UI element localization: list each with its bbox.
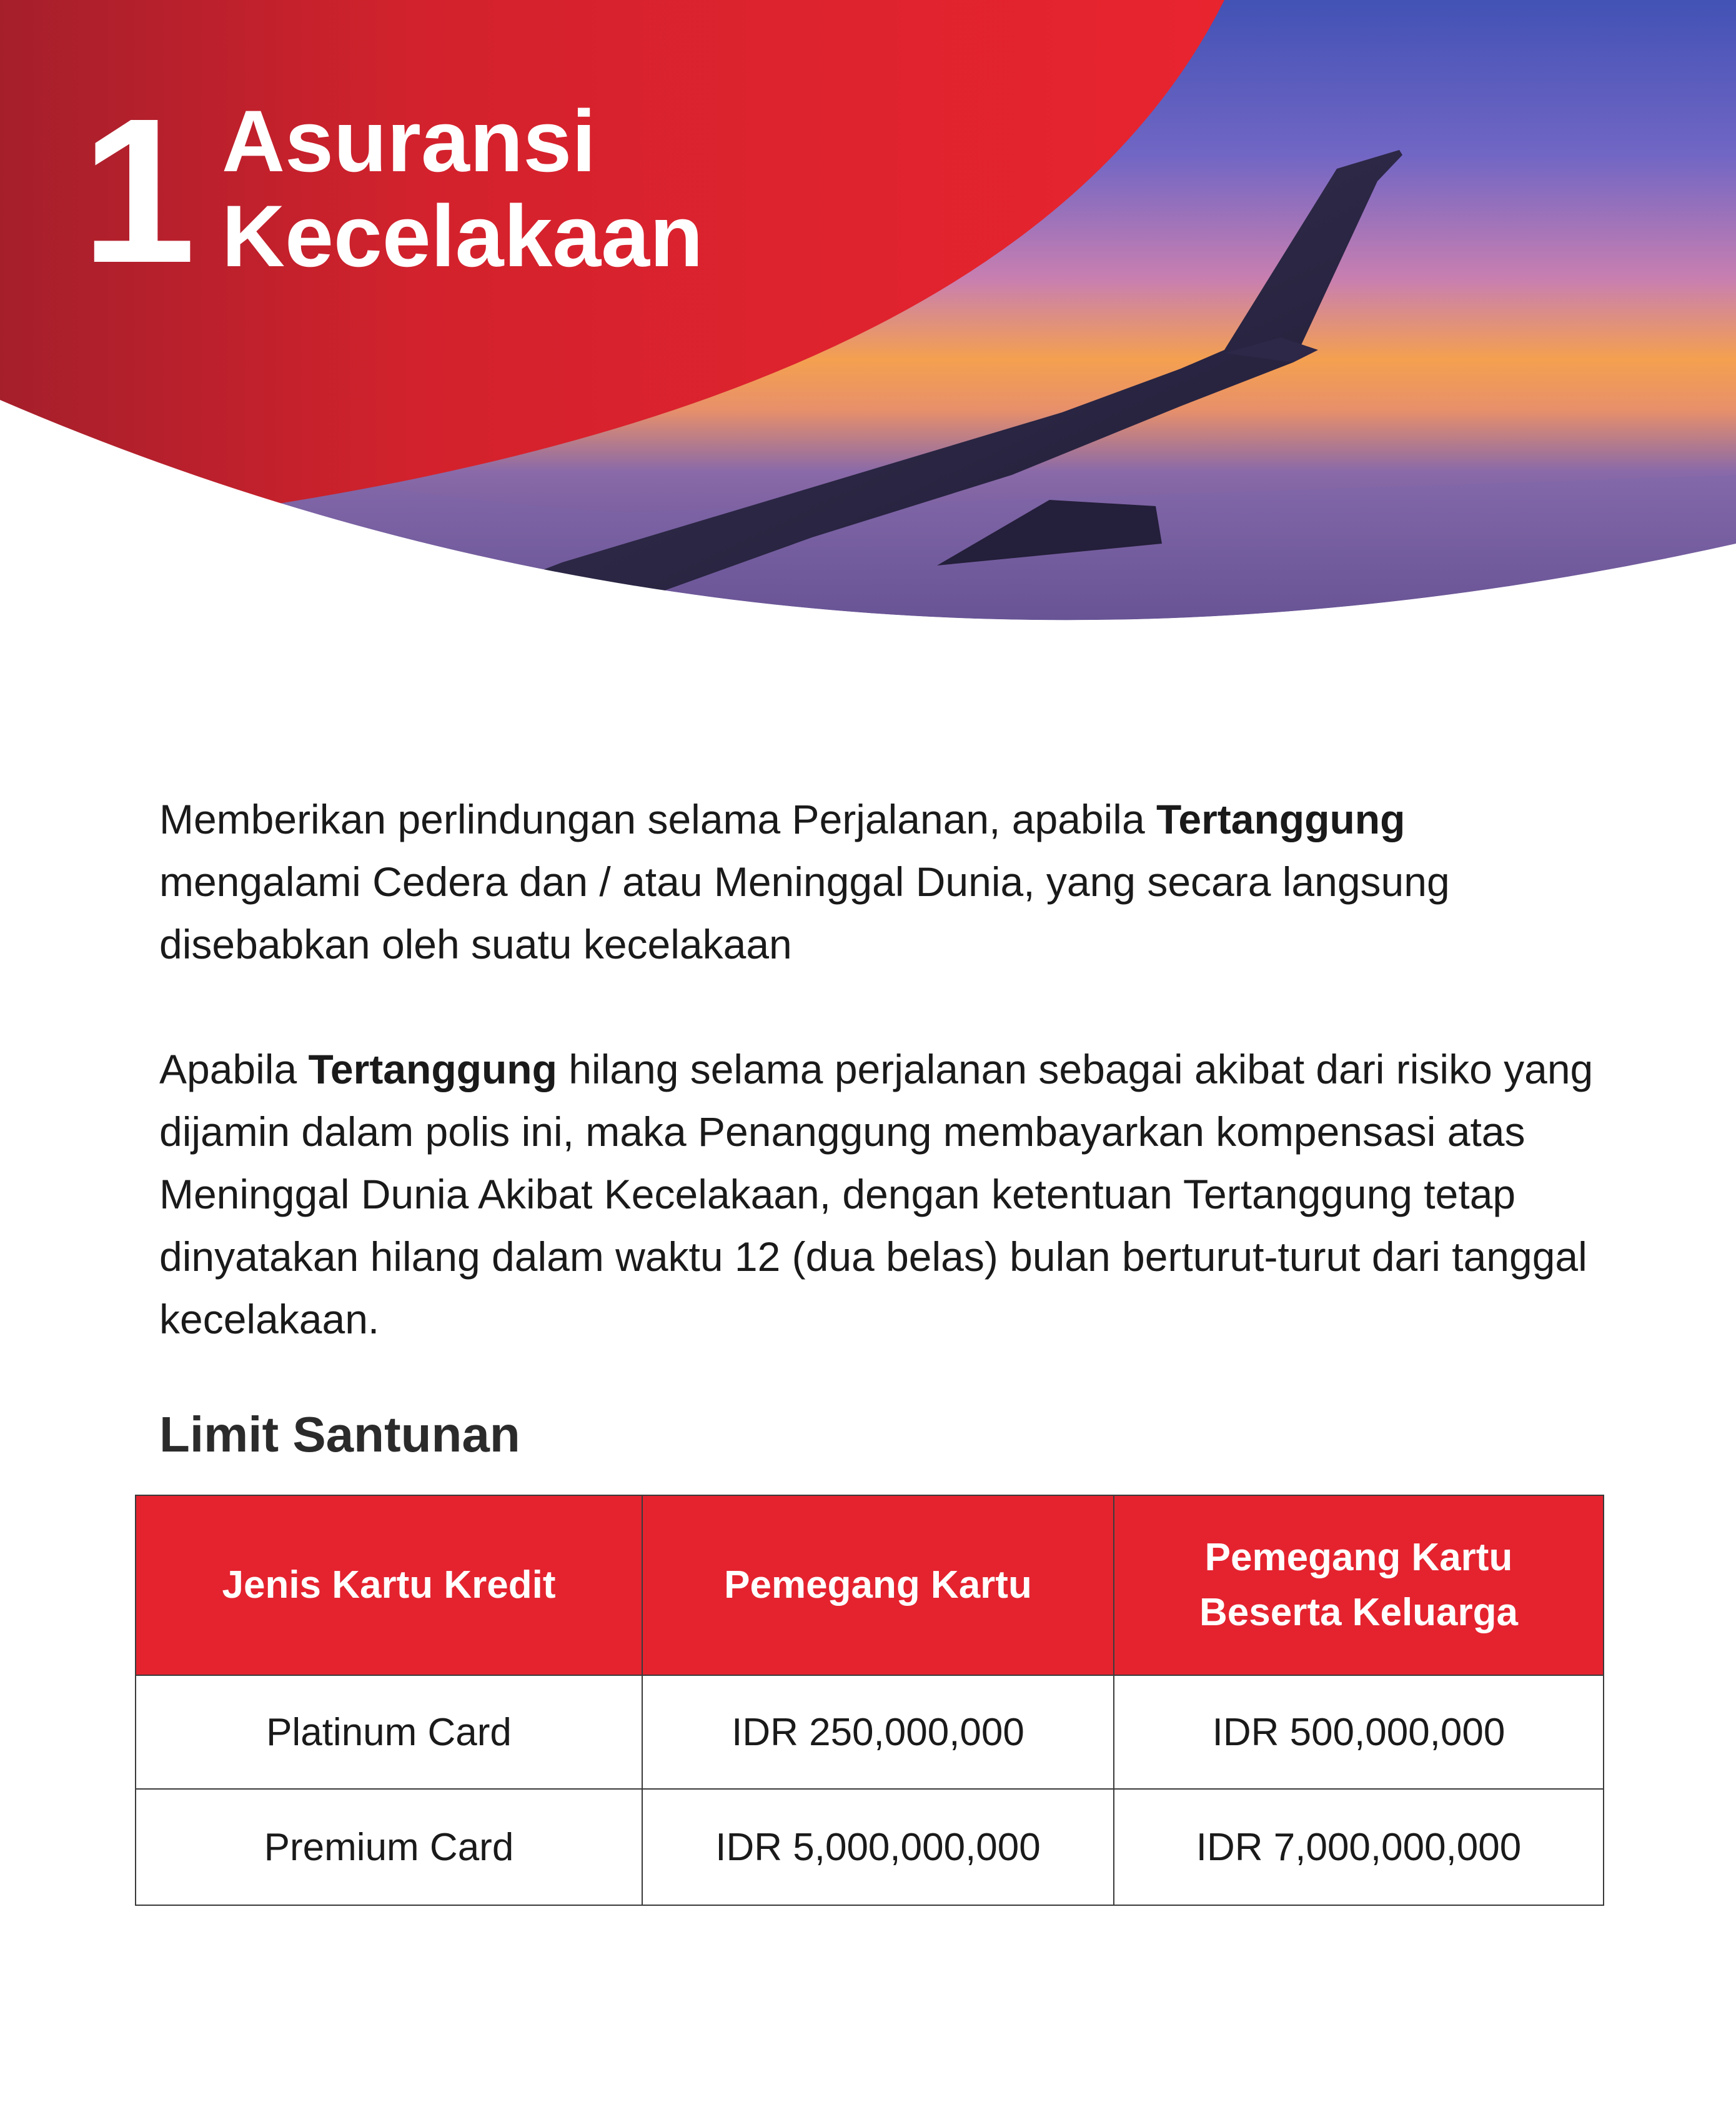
page-title [222,94,703,284]
cell-card-type: Platinum Card [136,1675,642,1789]
cell-card-type: Premium Card [136,1789,642,1905]
cell-cardholder-limit: IDR 5,000,000,000 [642,1789,1114,1905]
p2-text-after: hilang selama perjalanan sebagai akibat dari risiko yang dijamin dalam polis ini, maka Penanggung membayarkan kompensasi atas Meninggal Dunia Akibat Kecelakaan, dengan ketentuan Tertanggung tetap dinyatakan hilang dalam waktu 12 (dua belas) bulan berturut-turut dari tanggal kecelakaan. [159,1046,1594,1342]
p1-bold-term: Tertanggung [1156,796,1406,842]
p1-text-after: mengalami Cedera dan / atau Meninggal Dunia, yang secara langsung disebabkan oleh suatu kecelakaan [159,859,1450,967]
cell-cardholder-limit: IDR 250,000,000 [642,1675,1114,1789]
table-row [136,1675,1604,1789]
cell-family-limit: IDR 500,000,000 [1114,1675,1604,1789]
table-header-row [136,1495,1604,1675]
title-line-2: Kecelakaan [222,187,703,285]
header-cardholder-family [1114,1495,1604,1675]
limit-table [135,1495,1604,1906]
header-cardholder-family-line-1: Pemegang Kartu [1204,1536,1513,1579]
cell-family-limit: IDR 7,000,000,000 [1114,1789,1604,1905]
description-paragraph-2 [159,1038,1596,1350]
hero-banner [0,0,1736,650]
limit-section-title: Limit Santunan [159,1407,520,1462]
description-paragraph-1 [159,788,1596,975]
p2-bold-term: Tertanggung [308,1046,557,1092]
title-line-1: Asuransi [222,92,597,190]
p1-text-before: Memberikan perlindungan selama Perjalanan, apabila [159,796,1156,842]
header-cardholder: Pemegang Kartu [642,1495,1114,1675]
table-row [136,1789,1604,1905]
header-card-type: Jenis Kartu Kredit [136,1495,642,1675]
section-number: 1 [81,75,191,306]
header-cardholder-family-line-2: Beserta Keluarga [1199,1591,1519,1634]
p2-text-before: Apabila [159,1046,309,1092]
